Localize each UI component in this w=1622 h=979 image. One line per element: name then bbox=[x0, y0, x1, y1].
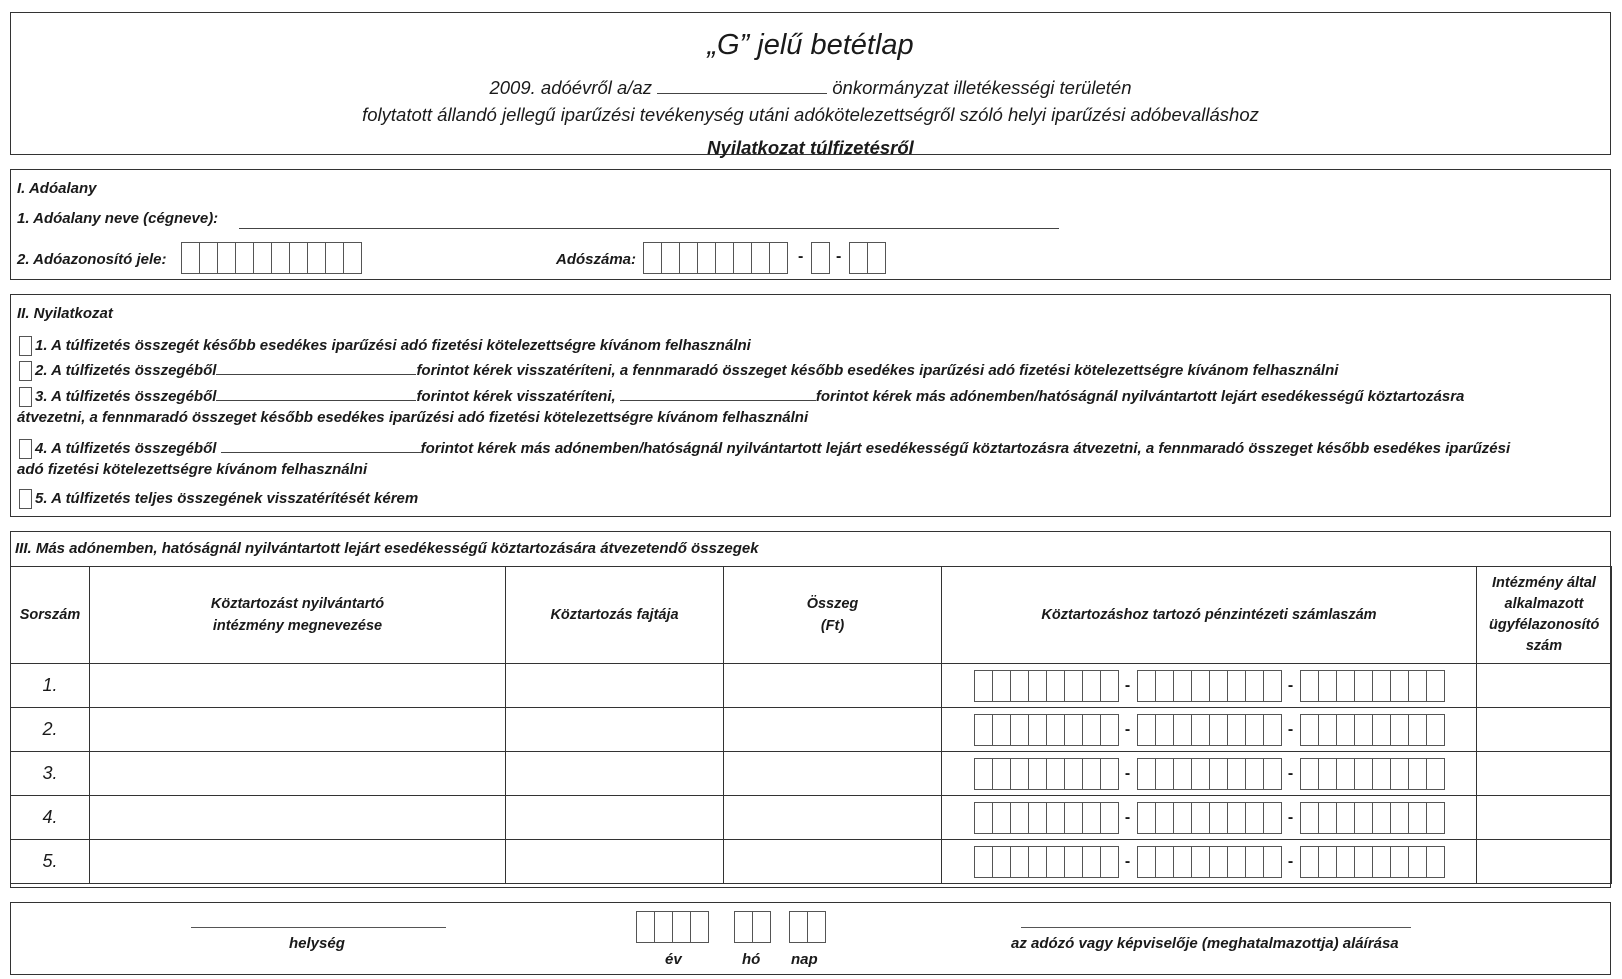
tax-number-cells-b[interactable] bbox=[811, 242, 830, 274]
option1-label: 1. A túlfizetés összegét később esedékes iparűzési adó fizetési kötelezettségre kívánom felhasználni bbox=[35, 337, 751, 354]
institution-cell[interactable] bbox=[90, 664, 506, 708]
client-id-cell[interactable] bbox=[1477, 664, 1612, 708]
institution-cell[interactable] bbox=[90, 796, 506, 840]
row-number: 5. bbox=[11, 840, 90, 884]
section2-heading: II. Nyilatkozat bbox=[17, 305, 113, 322]
amount-cell[interactable] bbox=[724, 664, 942, 708]
section1-heading: I. Adóalany bbox=[17, 180, 97, 197]
account-cell[interactable]: - - bbox=[942, 708, 1477, 752]
account-cell[interactable]: - - bbox=[942, 752, 1477, 796]
table-row bbox=[11, 840, 1612, 884]
institution-cell[interactable] bbox=[90, 708, 506, 752]
option4-amount-field[interactable] bbox=[221, 452, 421, 453]
signature-line[interactable] bbox=[1021, 927, 1411, 928]
option2-label: 2. A túlfizetés összegéből forintot kérek visszatéríteni, a fennmaradó összeget később esedékes iparűzési adó fizetési kötelezettségre kívánom felhasználni bbox=[35, 362, 1339, 379]
taxpayer-name-field[interactable] bbox=[239, 228, 1059, 229]
option3-label-cont: átvezetni, a fennmaradó összeget később esedékes iparűzési adó fizetési kötelezettségre kívánom felhasználni bbox=[17, 409, 809, 426]
col-account: Köztartozáshoz tartozó pénzintézeti számlaszám bbox=[942, 567, 1477, 664]
table-row bbox=[11, 796, 1612, 840]
col-institution: Köztartozást nyilvántartó intézmény megnevezése bbox=[90, 567, 506, 664]
debt-type-cell[interactable] bbox=[506, 664, 724, 708]
taxpayer-name-label: 1. Adóalany neve (cégneve): bbox=[17, 210, 219, 227]
col-client-id: Intézmény által alkalmazott ügyfélazonosító szám bbox=[1477, 567, 1612, 664]
option3-transfer-field[interactable] bbox=[620, 400, 816, 401]
client-id-cell[interactable] bbox=[1477, 752, 1612, 796]
option4-label-cont: adó fizetési kötelezettségre kívánom felhasználni bbox=[17, 461, 368, 478]
amount-cell[interactable] bbox=[724, 752, 942, 796]
form-title: „G” jelű betétlap bbox=[707, 29, 914, 61]
section-taxpayer bbox=[10, 169, 1611, 280]
place-line[interactable] bbox=[191, 927, 446, 928]
institution-cell[interactable] bbox=[90, 840, 506, 884]
day-cells[interactable] bbox=[789, 911, 826, 943]
header-line1-prefix: 2009. adóévről a/az bbox=[489, 77, 652, 98]
year-label: év bbox=[665, 951, 682, 968]
month-cells[interactable] bbox=[734, 911, 771, 943]
amount-cell[interactable] bbox=[724, 796, 942, 840]
col-amount: Összeg (Ft) bbox=[724, 567, 942, 664]
option5-checkbox[interactable] bbox=[19, 489, 32, 509]
tax-id-cells[interactable] bbox=[181, 242, 362, 274]
option1-checkbox[interactable] bbox=[19, 336, 32, 356]
col-sorszam: Sorszám bbox=[11, 567, 90, 664]
day-label: nap bbox=[791, 951, 818, 968]
header-line2: folytatott állandó jellegű iparűzési tevékenység utáni adókötelezettségről szóló helyi iparűzési adóbevalláshoz bbox=[362, 104, 1259, 125]
table-row bbox=[11, 708, 1612, 752]
debt-type-cell[interactable] bbox=[506, 840, 724, 884]
col-debt-type: Köztartozás fajtája bbox=[506, 567, 724, 664]
institution-cell[interactable] bbox=[90, 752, 506, 796]
option5-label: 5. A túlfizetés teljes összegének visszatérítését kérem bbox=[35, 490, 419, 507]
place-label: helység bbox=[289, 935, 345, 952]
tax-id-label: 2. Adóazonosító jele: bbox=[17, 251, 167, 268]
form-header bbox=[10, 12, 1611, 158]
signature-section bbox=[10, 902, 1611, 975]
section-declaration bbox=[10, 294, 1611, 517]
tax-number-cells-c[interactable] bbox=[849, 242, 886, 274]
amount-cell[interactable] bbox=[724, 840, 942, 884]
table-row bbox=[11, 752, 1612, 796]
table-row bbox=[11, 664, 1612, 708]
client-id-cell[interactable] bbox=[1477, 708, 1612, 752]
option3-checkbox[interactable] bbox=[19, 387, 32, 407]
option4-label: 4. A túlfizetés összegéből forintot kérek más adónemben/hatóságnál nyilvántartott lejárt esedékességű köztartozásra átvezetni, a fennmaradó összeget később esedékes iparűzési bbox=[35, 440, 1511, 457]
signature-label: az adózó vagy képviselője (meghatalmazottja) aláírása bbox=[1011, 935, 1399, 952]
table-header-row bbox=[11, 567, 1612, 664]
row-number: 3. bbox=[11, 752, 90, 796]
option3-refund-field[interactable] bbox=[216, 400, 416, 401]
municipality-field[interactable] bbox=[657, 93, 827, 94]
header-line1-suffix: önkormányzat illetékességi területén bbox=[832, 77, 1132, 98]
account-cell[interactable]: - - bbox=[942, 664, 1477, 708]
row-number: 1. bbox=[11, 664, 90, 708]
tax-number-label: Adószáma: bbox=[556, 251, 637, 268]
row-number: 4. bbox=[11, 796, 90, 840]
option2-checkbox[interactable] bbox=[19, 361, 32, 381]
section3-heading: III. Más adónemben, hatóságnál nyilvántartott lejárt esedékességű köztartozására átvezetendő összegek bbox=[15, 540, 759, 557]
option3-label: 3. A túlfizetés összegéből forintot kérek visszatéríteni, forintot kérek más adónemben/hatóságnál nyilvántartott lejárt esedékességű köztartozásra bbox=[35, 388, 1465, 405]
client-id-cell[interactable] bbox=[1477, 796, 1612, 840]
client-id-cell[interactable] bbox=[1477, 840, 1612, 884]
debt-type-cell[interactable] bbox=[506, 752, 724, 796]
debt-type-cell[interactable] bbox=[506, 796, 724, 840]
account-cell[interactable]: - - bbox=[942, 796, 1477, 840]
header-subtitle: Nyilatkozat túlfizetésről bbox=[707, 137, 914, 158]
tax-number-dash: - bbox=[798, 248, 804, 265]
amount-cell[interactable] bbox=[724, 708, 942, 752]
account-cell[interactable]: - - bbox=[942, 840, 1477, 884]
option2-amount-field[interactable] bbox=[216, 374, 416, 375]
header-line1 bbox=[11, 77, 1610, 99]
debt-type-cell[interactable] bbox=[506, 708, 724, 752]
row-number: 2. bbox=[11, 708, 90, 752]
tax-number-cells-a[interactable] bbox=[643, 242, 788, 274]
transfers-table bbox=[10, 566, 1612, 884]
year-cells[interactable] bbox=[636, 911, 709, 943]
tax-number-dash: - bbox=[836, 248, 842, 265]
month-label: hó bbox=[742, 951, 761, 968]
option4-checkbox[interactable] bbox=[19, 439, 32, 459]
